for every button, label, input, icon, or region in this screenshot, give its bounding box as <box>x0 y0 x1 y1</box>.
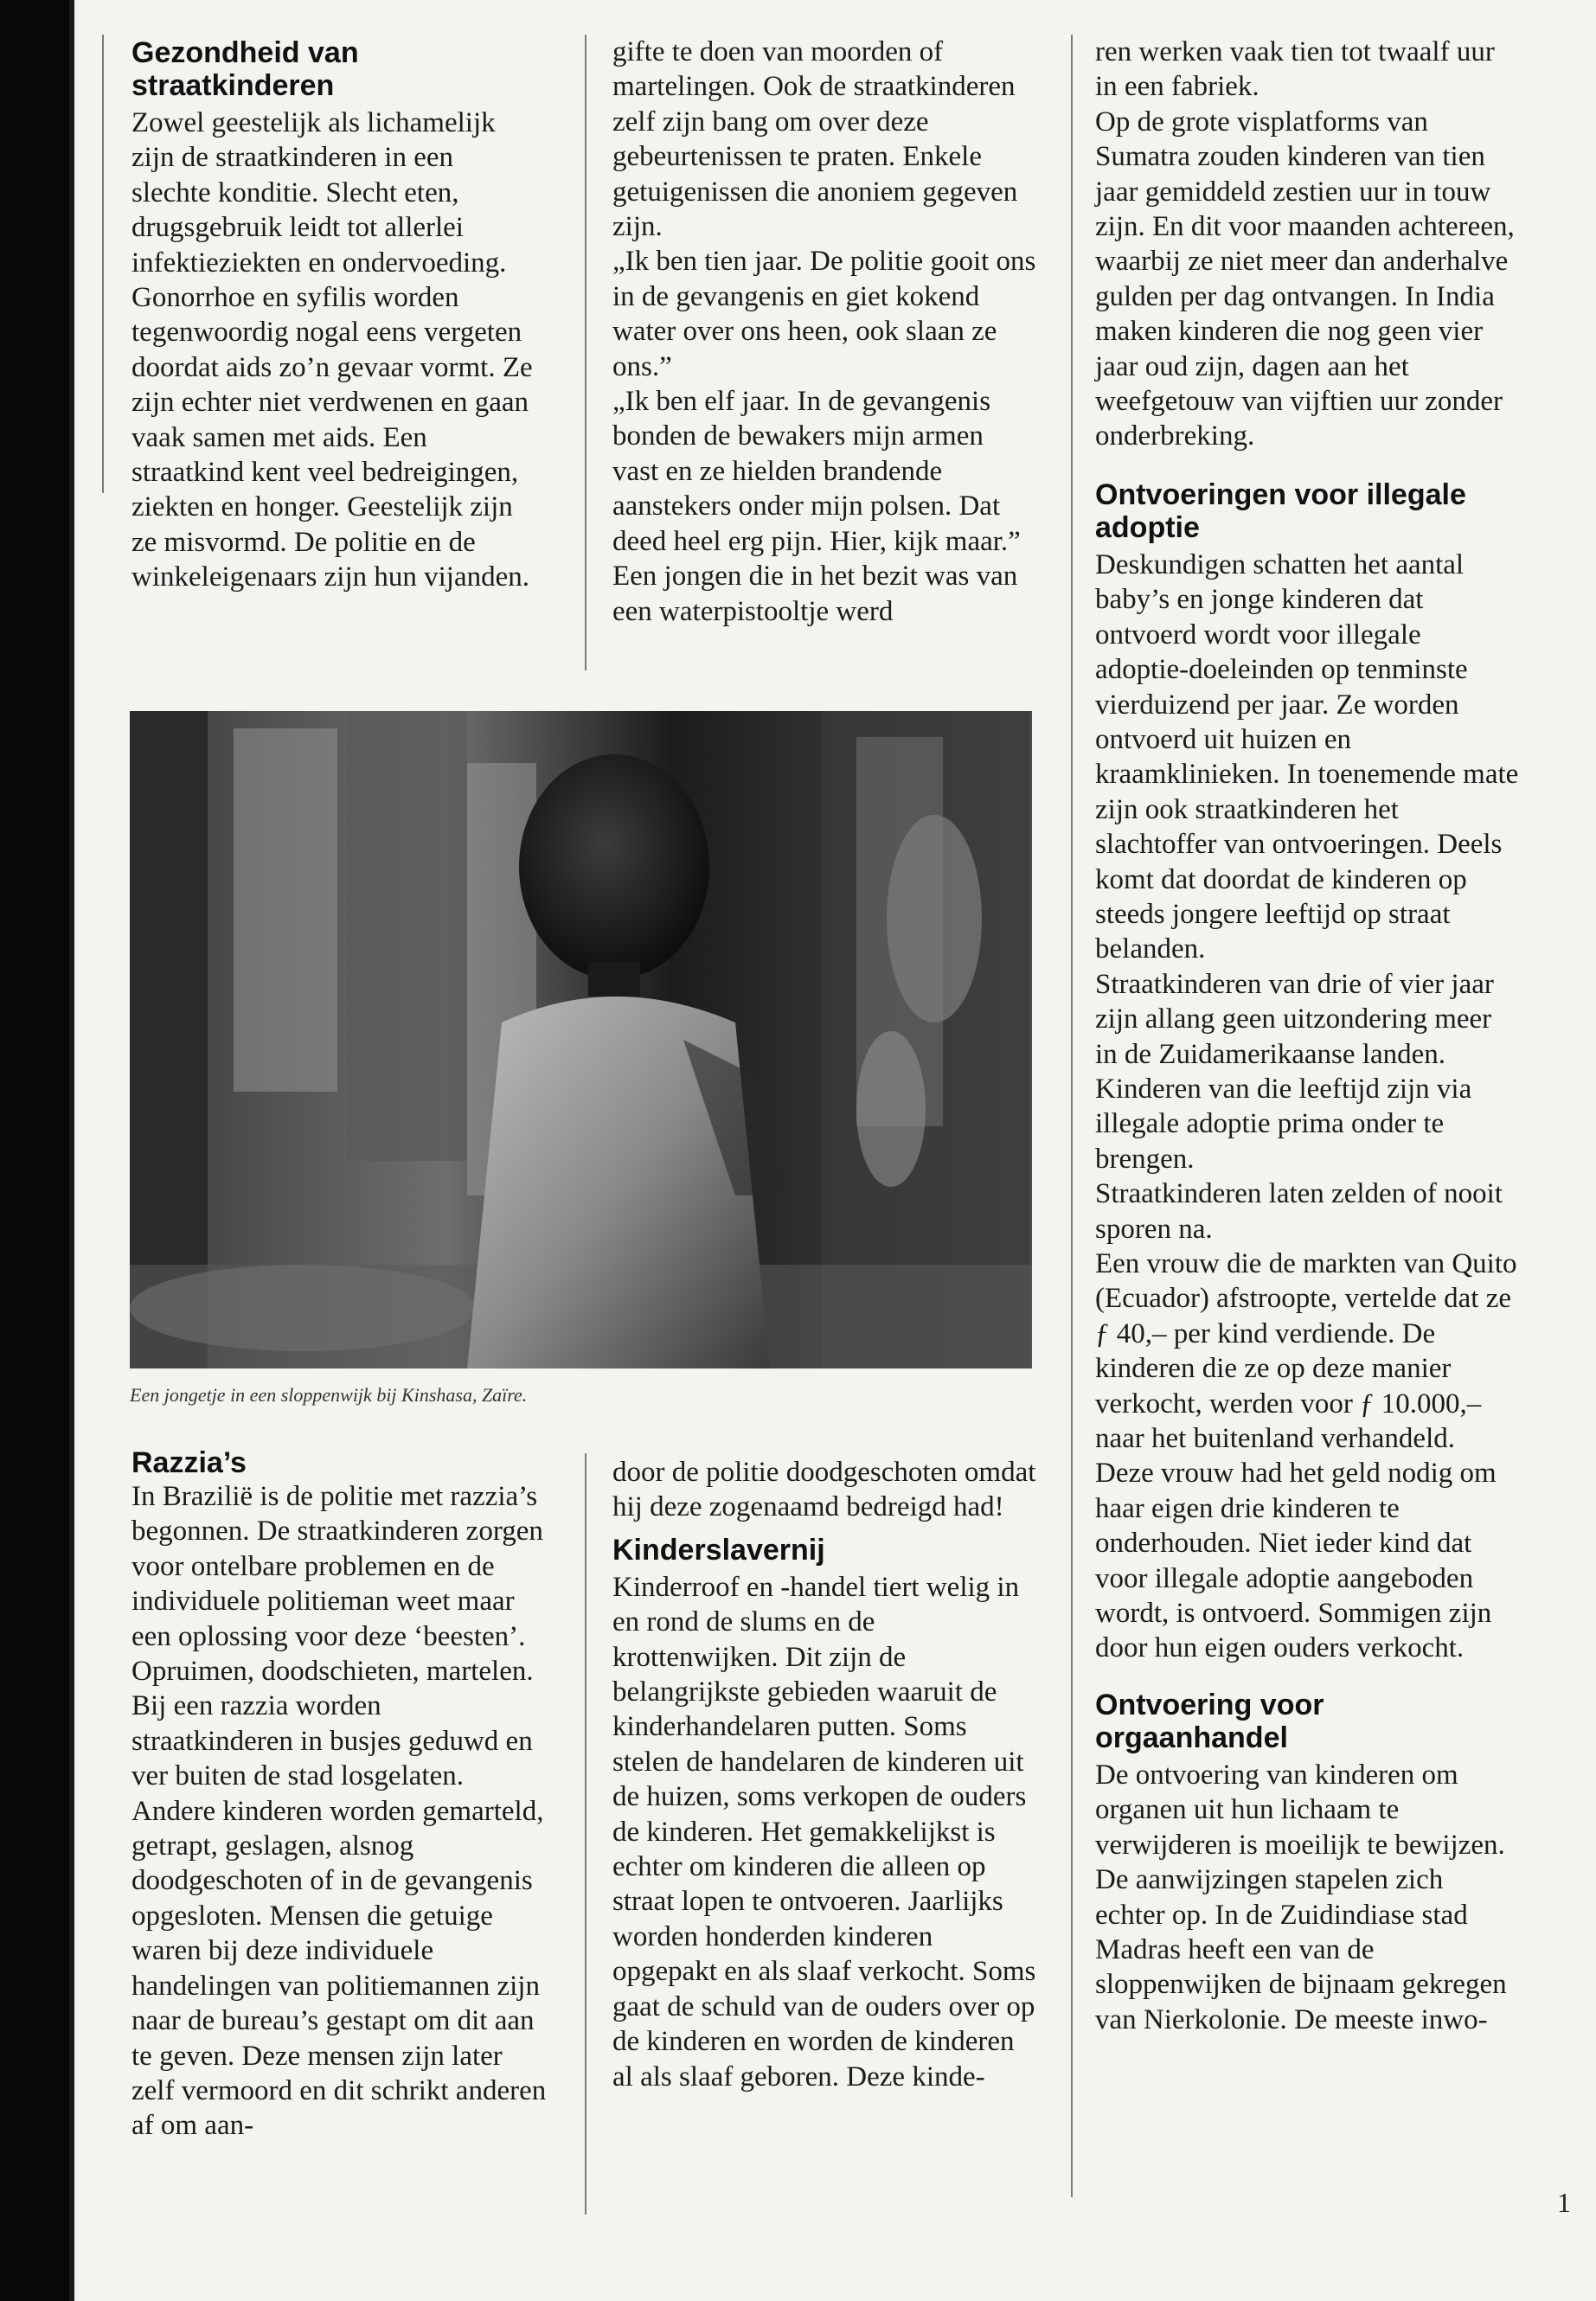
article-column-1-lower <box>131 1446 547 2144</box>
section-heading: Gezondheid van straatkinderen <box>131 36 359 102</box>
paragraph: De ontvoering van kinderen om organen uit hun lichaam te verwijderen is moeilijk te bewijzen. De aanwijzingen stapelen zich echter op. In de Zuidindiase stad Madras heeft een van de sloppenwijken de bijnaam gekregen van Nierkolonie. De meeste inwo- <box>1095 1759 1507 2035</box>
paragraph: „Ik ben tien jaar. De politie gooit ons in de gevangenis en giet kokend water over ons heen, ook slaan ze ons.” <box>612 246 1036 382</box>
paragraph: door de politie doodgeschoten omdat hij deze zogenaamd bedreigd had! <box>612 1457 1036 1523</box>
paragraph: Kinderroof en -handel tiert welig in en rond de slums en de krottenwijken. Dit zijn de belangrijkste gebieden waaruit de kinderhandelaren putten. Soms stelen de handelaren de kinderen uit de huizen, soms verkopen de ouders de kinderen. Het gemakkelijkst is echter om kinderen die alleen op straat lopen te ontvoeren. Jaarlijks worden honderden kinderen opgepakt en als slaaf verkocht. Soms gaat de schuld van de ouders over op de kinderen en worden de kinderen al als slaaf geboren. Deze kinde- <box>612 1571 1036 2093</box>
photo-caption: Een jongetje in een sloppenwijk bij Kinshasa, Zaïre. <box>130 1384 528 1406</box>
paragraph: Op de grote visplatforms van Sumatra zouden kinderen van tien jaar gemiddeld zestien uur in touw zijn. En dit voor maanden achtereen, waarbij ze niet meer dan anderhalve gulden per dag ontvangen. In India maken kinderen die nog geen vier jaar oud zijn, dagen aan het weefgetouw van vijftien uur zonder onderbreking. <box>1095 106 1515 452</box>
section-heading: Ontvoeringen voor illegale adoptie <box>1095 478 1466 544</box>
paragraph: ren werken vaak tien tot twaalf uur in een fabriek. <box>1095 36 1495 103</box>
paragraph: Een jongen die in het bezit was van een waterpistooltje werd <box>612 561 1018 627</box>
paragraph: Straatkinderen van drie of vier jaar zijn allang geen uitzondering meer in de Zuidamerikaanse landen. Kinderen van die leeftijd zijn via illegale adoptie prima onder te brengen. <box>1095 968 1494 1175</box>
column-rule <box>585 35 586 670</box>
section-heading: Ontvoering voor orgaanhandel <box>1095 1688 1324 1754</box>
column-rule <box>102 35 104 493</box>
paragraph: Zowel geestelijk als lichamelijk zijn de straatkinderen in een slechte konditie. Slecht eten, drugsgebruik leidt tot allerlei infektieziekten en ondervoeding. Gonorrhoe en syfilis worden tegenwoordig nogal eens vergeten doordat aids zo’n gevaar vormt. Ze zijn echter niet verdwenen en gaan vaak samen met aids. Een straatkind kent veel bedreigingen, ziekten en honger. Geestelijk zijn ze misvormd. De politie en de winkeleigenaars zijn hun vijanden. <box>131 107 533 593</box>
section-heading: Kinderslavernij <box>612 1533 825 1567</box>
photo-boy-in-slum <box>130 711 1032 1368</box>
article-column-1 <box>131 36 538 595</box>
column-rule <box>585 1453 586 2214</box>
paragraph: In Brazilië is de politie met razzia’s begonnen. De straatkinderen zorgen voor ontelbare problemen en de individuele politieman weet maar een oplossing voor deze ‘beesten’. Opruimen, doodschieten, martelen. Bij een razzia worden straatkinderen in busjes geduwd en ver buiten de stad losgelaten. Andere kinderen worden gemarteld, getrapt, geslagen, alsnog doodgeschoten of in de gevangenis opgesloten. Mensen die getuige waren bij deze individuele handelingen van politiemannen zijn naar de bureau’s gestapt om dit aan te geven. Deze mensen zijn later zelf vermoord en dit schrikt anderen af om aan- <box>131 1481 547 2142</box>
section-heading: Razzia’s <box>131 1446 247 1479</box>
scan-edge-shadow <box>69 0 74 2301</box>
article-column-2 <box>612 35 1036 629</box>
paragraph: Een vrouw die de markten van Quito (Ecuador) afstroopte, vertelde dat ze ƒ 40,– per kind verdiende. De kinderen die ze op deze manier verkocht, werden voor ƒ 10.000,– naar het buitenland verhandeld. Deze vrouw had het geld nodig om haar eigen drie kinderen te onderhouden. Niet ieder kind dat voor illegale adoptie aangeboden wordt, is ontvoerd. Sommigen zijn door hun eigen ouders verkocht. <box>1095 1248 1517 1664</box>
article-photo <box>130 711 1032 1368</box>
scan-edge-bar <box>0 0 69 2301</box>
paragraph: gifte te doen van moorden of martelingen. Ook de straatkinderen zelf zijn bang om over deze gebeurtenissen te praten. Enkele getuigenissen die anoniem gegeven zijn. <box>612 36 1018 243</box>
paragraph: Straatkinderen laten zelden of nooit sporen na. <box>1095 1178 1503 1245</box>
column-rule <box>1071 35 1073 2197</box>
article-column-2-lower <box>612 1455 1036 2094</box>
paragraph: Deskundigen schatten het aantal baby’s en jonge kinderen dat ontvoerd wordt voor illegale adoptie-doeleinden op tenminste vierduizend per jaar. Ze worden ontvoerd uit huizen en kraamklinieken. In toenemende mate zijn ook straatkinderen het slachtoffer van ontvoeringen. Deels komt dat doordat de kinderen op steeds jongere leeftijd op straat belanden. <box>1095 548 1519 965</box>
page-number: 1 <box>1557 2187 1571 2218</box>
article-column-3 <box>1095 35 1519 2037</box>
paragraph: „Ik ben elf jaar. In de gevangenis bonden de bewakers mijn armen vast en ze hielden brandende aanstekers onder mijn polsen. Dat deed heel erg pijn. Hier, kijk maar.” <box>612 386 1021 557</box>
